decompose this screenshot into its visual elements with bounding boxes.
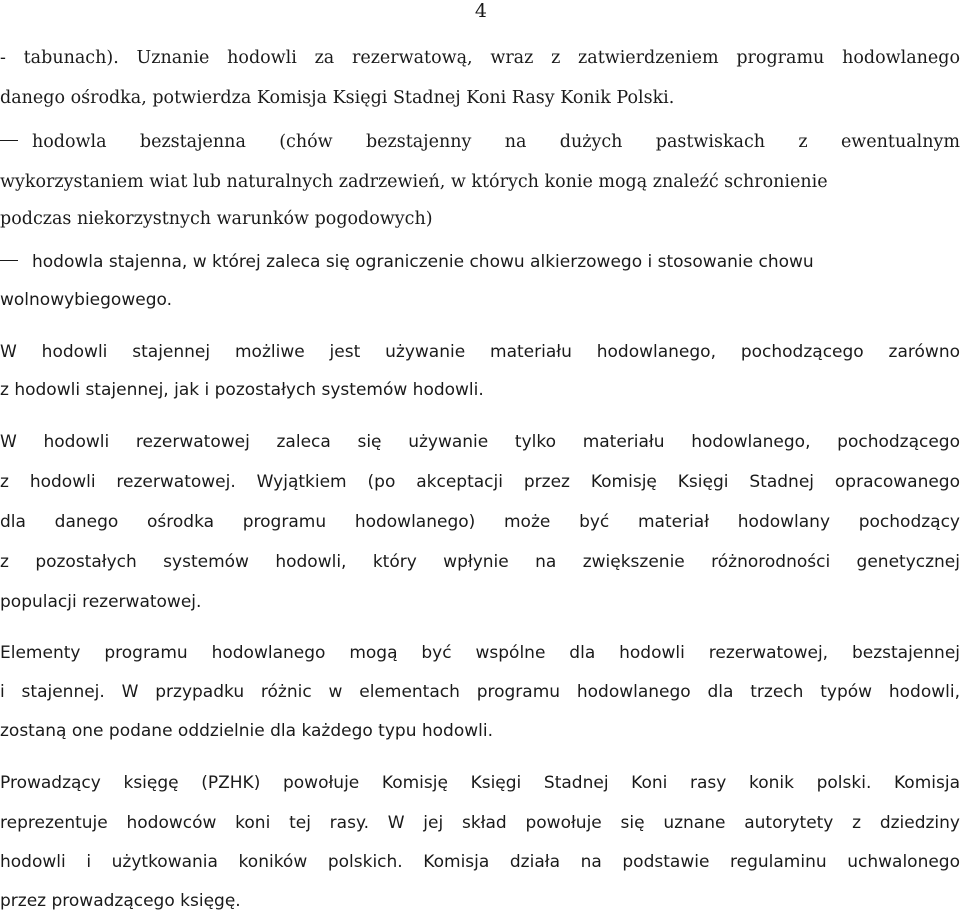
list-item-text: hodowla bezstajenna (chów bezstajenny na dużych pastwiskach z ewentualnym [32, 132, 960, 152]
list-item [0, 250, 960, 274]
text-line: wolnowybiegowego. [0, 290, 172, 310]
list-item [0, 130, 960, 154]
text-line: podczas niekorzystnych warunków pogodowych) [0, 209, 433, 229]
text-line: populacji rezerwatowej. [0, 592, 202, 612]
text-line: i stajennej. W przypadku różnic w elementach programu hodowlanego dla trzech typów hodowli, [0, 682, 960, 702]
list-item-text: hodowla stajenna, w której zaleca się ograniczenie chowu alkierzowego i stosowanie chowu [32, 252, 814, 272]
dash-bullet [0, 140, 18, 141]
page-number: 4 [474, 0, 487, 22]
text-line: reprezentuje hodowców koni tej rasy. W jej skład powołuje się uznane autorytety z dziedziny [0, 813, 960, 833]
text-line: danego ośrodka, potwierdza Komisja Księgi Stadnej Koni Rasy Konik Polski. [0, 88, 675, 108]
text-line: Elementy programu hodowlanego mogą być wspólne dla hodowli rezerwatowej, bezstajennej [0, 643, 960, 663]
text-line: Prowadzący księgę (PZHK) powołuje Komisję Księgi Stadnej Koni rasy konik polski. Komisja [0, 773, 960, 793]
text-line: z hodowli stajennej, jak i pozostałych systemów hodowli. [0, 380, 484, 400]
text-line: W hodowli stajennej możliwe jest używanie materiału hodowlanego, pochodzącego zarówno [0, 342, 960, 362]
text-line: z pozostałych systemów hodowli, który wpłynie na zwiększenie różnorodności genetycznej [0, 552, 960, 572]
text-line: wykorzystaniem wiat lub naturalnych zadrzewień, w których konie mogą znaleźć schronienie [0, 172, 828, 192]
text-line: dla danego ośrodka programu hodowlanego) może być materiał hodowlany pochodzący [0, 512, 960, 532]
text-line: hodowli i użytkowania koników polskich. Komisja działa na podstawie regulaminu uchwalonego [0, 852, 960, 872]
text-line: przez prowadzącego księgę. [0, 891, 241, 911]
text-line: W hodowli rezerwatowej zaleca się używanie tylko materiału hodowlanego, pochodzącego [0, 432, 960, 452]
text-line: z hodowli rezerwatowej. Wyjątkiem (po akceptacji przez Komisję Księgi Stadnej opracowanego [0, 472, 960, 492]
dash-bullet [0, 260, 18, 261]
text-line: zostaną one podane oddzielnie dla każdego typu hodowli. [0, 721, 493, 741]
text-line: - tabunach). Uznanie hodowli za rezerwatową, wraz z zatwierdzeniem programu hodowlanego [0, 48, 960, 68]
